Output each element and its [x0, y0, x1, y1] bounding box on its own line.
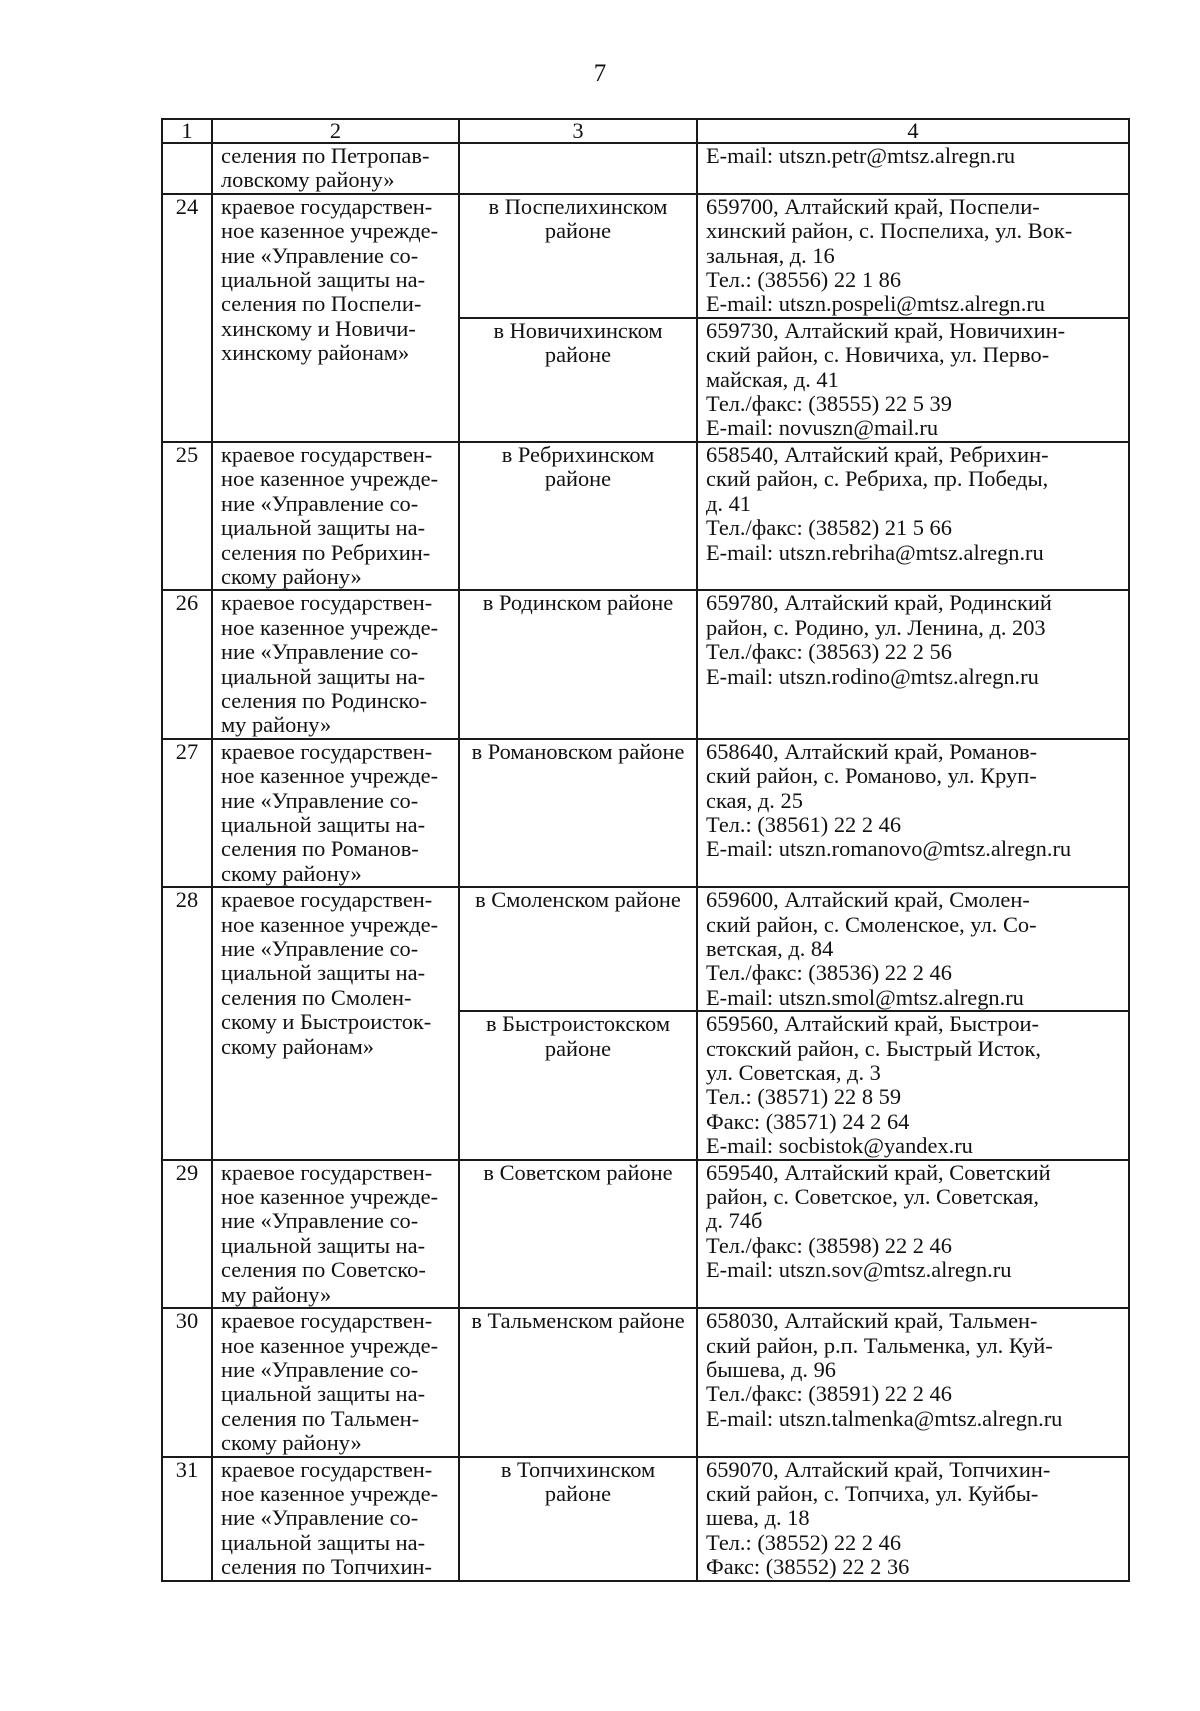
address-line: шева, д. 18: [706, 1505, 810, 1531]
address-line: стокский район, с. Быстрый Исток,: [706, 1035, 1041, 1061]
institution-name-line: ние «Управление со-: [221, 1505, 419, 1531]
address-line: E-mail: utszn.romanovo@mtsz.alregn.ru: [706, 836, 1072, 862]
column-number-1: 1: [162, 119, 212, 143]
institution-name-line: селения по Родинско-: [221, 687, 428, 713]
institution-name-cell: [212, 887, 459, 1159]
address-line: Тел./факс: (38591) 22 2 46: [706, 1381, 952, 1407]
address-line: E-mail: utszn.petr@mtsz.alregn.ru: [706, 143, 1016, 168]
address-cell: [697, 1160, 1129, 1308]
address-cell: [697, 1011, 1129, 1159]
address-line: Тел./факс: (38555) 22 5 39: [706, 391, 952, 417]
address-line: 659700, Алтайский край, Поспели-: [706, 193, 1040, 219]
institution-name-line: краевое государствен-: [221, 1308, 433, 1334]
address-line: ский район, с. Ребриха, пр. Победы,: [706, 466, 1049, 492]
institution-name-line: скому районам»: [221, 1033, 375, 1059]
page-number: 7: [593, 60, 607, 87]
row-number-cell: 25: [162, 442, 212, 590]
address-line: 659070, Алтайский край, Топчихин-: [706, 1456, 1051, 1482]
row-number-cell: 31: [162, 1457, 212, 1581]
address-line: Тел./факс: (38563) 22 2 56: [706, 639, 952, 665]
table-row: [162, 739, 1129, 887]
institution-name-cell: [212, 590, 459, 738]
institution-name-line: краевое государствен-: [221, 1159, 433, 1185]
institution-name-line: скому району»: [221, 563, 362, 589]
institution-name-line: краевое государствен-: [221, 887, 433, 913]
address-line: 659540, Алтайский край, Советский: [706, 1159, 1051, 1185]
district-cell: в Быстроистокском районе: [459, 1011, 697, 1159]
institution-name-line: селения по Советско-: [221, 1257, 426, 1283]
column-number-4: 4: [697, 119, 1129, 143]
district-cell: в Новичихинском районе: [459, 318, 697, 442]
address-line: E-mail: utszn.smol@mtsz.alregn.ru: [706, 984, 1024, 1010]
district-cell: в Топчихинском районе: [459, 1457, 697, 1581]
district-cell: в Тальменском районе: [459, 1308, 697, 1456]
address-line: 659600, Алтайский край, Смолен-: [706, 887, 1030, 913]
row-number-cell: 24: [162, 194, 212, 442]
address-line: Факс: (38571) 24 2 64: [706, 1108, 910, 1134]
institution-name-line: краевое государствен-: [221, 738, 433, 764]
table-row: [162, 442, 1129, 590]
institution-name-line: ное казенное учрежде-: [221, 1332, 439, 1358]
institution-name-line: хинскому и Новичи-: [221, 315, 416, 341]
table-row: [162, 590, 1129, 738]
institution-name-line: селения по Романов-: [221, 836, 419, 862]
institution-name-line: скому району»: [221, 860, 362, 886]
column-number-row: [162, 119, 1129, 143]
address-line: ветская, д. 84: [706, 936, 834, 961]
address-line: ская, д. 25: [706, 787, 803, 813]
row-number-cell: 27: [162, 739, 212, 887]
institution-name-line: му району»: [221, 712, 332, 738]
column-number-3: 3: [459, 119, 697, 143]
address-line: ский район, с. Романово, ул. Круп-: [706, 763, 1037, 789]
institution-name-line: краевое государствен-: [221, 441, 433, 467]
address-line: ул. Советская, д. 3: [706, 1060, 881, 1086]
institution-name-line: циальной защиты на-: [221, 1529, 426, 1555]
address-line: ский район, с. Новичиха, ул. Перво-: [706, 342, 1050, 368]
institution-name-line: циальной защиты на-: [221, 663, 426, 689]
district-cell: в Ребрихинском районе: [459, 442, 697, 590]
district-cell: в Поспелихинском районе: [459, 194, 697, 318]
address-line: Тел./факс: (38598) 22 2 46: [706, 1232, 952, 1258]
institution-name-cell: [212, 1457, 459, 1581]
address-cell: [697, 887, 1129, 1011]
institution-name-line: селения по Ребрихин-: [221, 539, 431, 565]
address-cell: [697, 1457, 1129, 1581]
address-line: E-mail: utszn.talmenka@mtsz.alregn.ru: [706, 1405, 1063, 1431]
address-line: Тел.: (38561) 22 2 46: [706, 811, 902, 837]
institution-name-cell: [212, 143, 459, 194]
institution-name-line: краевое государствен-: [221, 1456, 433, 1482]
address-cell: [697, 143, 1129, 194]
address-line: E-mail: socbistok@yandex.ru: [706, 1133, 973, 1159]
institution-name-line: ное казенное учрежде-: [221, 614, 439, 640]
table-row: [162, 1160, 1129, 1308]
address-line: район, с. Советское, ул. Советская,: [706, 1184, 1039, 1210]
institution-name-line: краевое государствен-: [221, 193, 433, 219]
table-row: [162, 194, 1129, 318]
address-line: ский район, р.п. Тальменка, ул. Куй-: [706, 1332, 1053, 1358]
district-cell: в Смоленском районе: [459, 887, 697, 1011]
institution-name-line: ние «Управление со-: [221, 639, 419, 665]
institution-name-line: циальной защиты на-: [221, 267, 426, 293]
institution-name-line: ние «Управление со-: [221, 1208, 419, 1234]
district-cell: в Романовском районе: [459, 739, 697, 887]
row-number-cell: 26: [162, 590, 212, 738]
institution-name-line: скому району»: [221, 1430, 362, 1456]
address-line: E-mail: utszn.sov@mtsz.alregn.ru: [706, 1257, 1012, 1283]
address-line: д. 41: [706, 490, 751, 516]
institution-name-line: ние «Управление со-: [221, 936, 419, 961]
column-number-2: 2: [212, 119, 459, 143]
address-line: 659560, Алтайский край, Быстрои-: [706, 1011, 1039, 1037]
institution-name-line: селения по Поспели-: [221, 291, 422, 317]
table-row: [162, 887, 1129, 1011]
table-body: [162, 119, 1129, 1581]
address-line: Тел.: (38552) 22 2 46: [706, 1529, 902, 1555]
district-cell: [459, 143, 697, 194]
institution-name-line: селения по Тальмен-: [221, 1405, 420, 1431]
table-row: [162, 143, 1129, 194]
address-line: 658540, Алтайский край, Ребрихин-: [706, 441, 1049, 467]
address-line: E-mail: utszn.rebriha@mtsz.alregn.ru: [706, 539, 1044, 565]
address-line: ский район, с. Смоленское, ул. Со-: [706, 911, 1037, 937]
address-cell: [697, 318, 1129, 442]
address-line: зальная, д. 16: [706, 242, 835, 268]
institution-name-line: ние «Управление со-: [221, 490, 419, 516]
institution-name-line: циальной защиты на-: [221, 1232, 426, 1258]
institution-name-cell: [212, 1160, 459, 1308]
institution-name-line: циальной защиты на-: [221, 960, 426, 986]
district-cell: в Родинском районе: [459, 590, 697, 738]
address-line: бышева, д. 96: [706, 1356, 837, 1382]
address-line: Тел./факс: (38582) 21 5 66: [706, 515, 952, 541]
institution-name-line: ное казенное учрежде-: [221, 218, 439, 244]
address-line: район, с. Родино, ул. Ленина, д. 203: [706, 614, 1046, 640]
address-line: майская, д. 41: [706, 366, 839, 392]
institution-name-line: ное казенное учрежде-: [221, 466, 439, 492]
address-line: 658640, Алтайский край, Романов-: [706, 738, 1038, 764]
address-line: 659780, Алтайский край, Родинский: [706, 590, 1052, 616]
table-row: [162, 1308, 1129, 1456]
institution-name-line: ловскому району»: [221, 167, 395, 193]
address-cell: [697, 442, 1129, 590]
address-cell: [697, 739, 1129, 887]
institution-name-line: ние «Управление со-: [221, 1356, 419, 1382]
institution-name-line: циальной защиты на-: [221, 811, 426, 837]
institution-name-line: му району»: [221, 1281, 332, 1307]
directory-table: [161, 118, 1130, 1582]
address-cell: [697, 590, 1129, 738]
institution-name-line: хинскому районам»: [221, 340, 410, 366]
institution-name-line: краевое государствен-: [221, 590, 433, 616]
institution-name-line: циальной защиты на-: [221, 515, 426, 541]
institution-name-line: селения по Петропав-: [221, 143, 430, 168]
address-cell: [697, 1308, 1129, 1456]
address-line: ский район, с. Топчиха, ул. Куйбы-: [706, 1480, 1039, 1506]
institution-name-cell: [212, 739, 459, 887]
institution-name-cell: [212, 194, 459, 442]
address-line: 658030, Алтайский край, Тальмен-: [706, 1308, 1038, 1334]
address-line: д. 74б: [706, 1208, 763, 1234]
address-line: Тел./факс: (38536) 22 2 46: [706, 960, 952, 986]
address-line: E-mail: utszn.pospeli@mtsz.alregn.ru: [706, 291, 1045, 317]
institution-name-cell: [212, 1308, 459, 1456]
institution-name-line: ное казенное учрежде-: [221, 1184, 439, 1210]
address-line: Тел.: (38571) 22 8 59: [706, 1084, 902, 1110]
table-row: [162, 1457, 1129, 1581]
institution-name-line: ное казенное учрежде-: [221, 1480, 439, 1506]
row-number-cell: 28: [162, 887, 212, 1159]
institution-name-line: ние «Управление со-: [221, 787, 419, 813]
district-cell: в Советском районе: [459, 1160, 697, 1308]
address-cell: [697, 194, 1129, 318]
institution-name-line: ное казенное учрежде-: [221, 911, 439, 937]
institution-name-line: скому и Быстроисток-: [221, 1009, 432, 1035]
institution-name-cell: [212, 442, 459, 590]
institution-name-line: селения по Топчихин-: [221, 1554, 432, 1580]
institution-name-line: ние «Управление со-: [221, 242, 419, 268]
institution-name-line: ное казенное учрежде-: [221, 763, 439, 789]
institution-name-line: циальной защиты на-: [221, 1381, 426, 1407]
address-line: E-mail: novuszn@mail.ru: [706, 415, 939, 441]
row-number-cell: 29: [162, 1160, 212, 1308]
address-line: Тел.: (38556) 22 1 86: [706, 267, 902, 293]
row-number-cell: [162, 143, 212, 194]
row-number-cell: 30: [162, 1308, 212, 1456]
institution-name-line: селения по Смолен-: [221, 984, 412, 1010]
address-line: 659730, Алтайский край, Новичихин-: [706, 317, 1066, 343]
address-line: E-mail: utszn.rodino@mtsz.alregn.ru: [706, 663, 1039, 689]
address-line: хинский район, с. Поспелиха, ул. Вок-: [706, 218, 1073, 244]
address-line: Факс: (38552) 22 2 36: [706, 1554, 910, 1580]
